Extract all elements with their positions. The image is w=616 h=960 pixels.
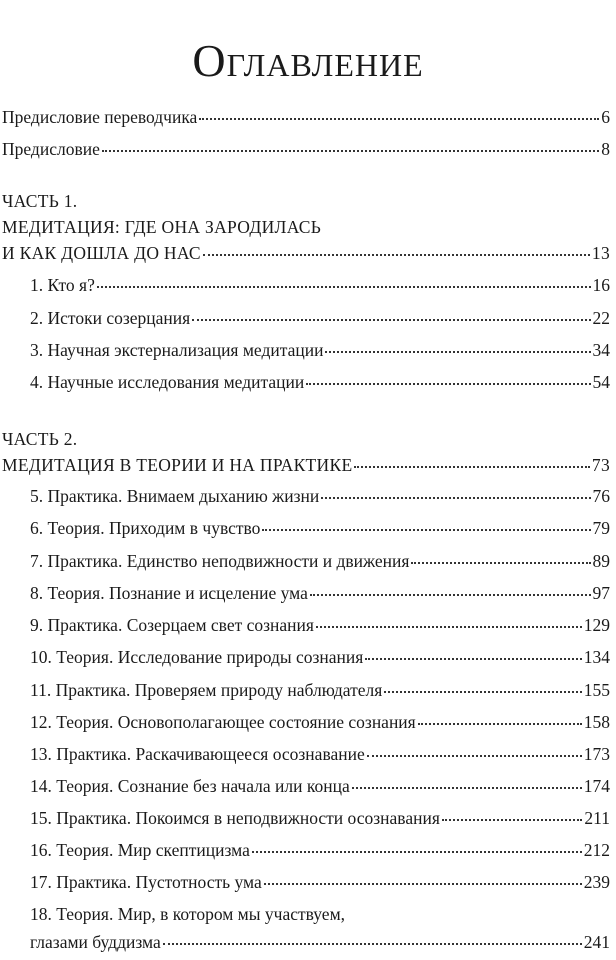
toc-page-number: 6 — [601, 107, 610, 127]
dot-leader — [418, 722, 582, 725]
toc-entry-title: 9. Практика. Созерцаем свет сознания — [30, 615, 314, 635]
dot-leader — [252, 850, 582, 853]
dot-leader — [316, 625, 582, 628]
toc-entry-chapter[interactable] — [30, 485, 610, 507]
toc-entry-title: 6. Теория. Приходим в чувство — [30, 518, 261, 538]
dot-leader — [365, 657, 581, 660]
dot-leader — [192, 318, 590, 321]
toc-entry-title: 13. Практика. Раскачивающееся осознавание — [30, 744, 365, 764]
toc-entry-title: 10. Теория. Исследование природы сознания — [30, 647, 364, 667]
part-2-title: МЕДИТАЦИЯ В ТЕОРИИ И НА ПРАКТИКЕ — [2, 455, 353, 475]
toc-entry-title: 16. Теория. Мир скептицизма — [30, 840, 250, 860]
toc-page-number: 22 — [592, 308, 610, 328]
toc-page-number: 173 — [583, 744, 610, 764]
toc-entry-title: 4. Научные исследования медитации — [30, 372, 305, 392]
toc-entry-part-1[interactable] — [2, 242, 610, 264]
part-1-title-line2: И КАК ДОШЛА ДО НАС — [2, 243, 201, 263]
toc-entry-chapter[interactable] — [30, 646, 610, 668]
toc-entry-title: 17. Практика. Пустотность ума — [30, 872, 262, 892]
dot-leader — [367, 754, 582, 757]
dot-leader — [262, 528, 590, 531]
toc-entry-chapter[interactable] — [30, 679, 610, 701]
toc-entry-translator-preface[interactable] — [2, 106, 610, 128]
toc-page-number: 73 — [591, 455, 610, 475]
dot-leader — [102, 149, 599, 152]
toc-entry-title: Предисловие — [2, 139, 100, 159]
toc-page-number: 158 — [583, 712, 610, 732]
toc-entry-title-line2: глазами буддизма — [30, 932, 161, 952]
toc-entry-title: 5. Практика. Внимаем дыханию жизни — [30, 486, 320, 506]
dot-leader — [442, 818, 583, 821]
toc-entry-chapter[interactable] — [30, 517, 610, 539]
toc-entry-chapter[interactable] — [30, 614, 610, 636]
dot-leader — [310, 593, 591, 596]
toc-page-number: 54 — [592, 372, 610, 392]
toc-page-number: 16 — [592, 275, 610, 295]
toc-page-number: 241 — [583, 932, 610, 952]
dot-leader — [163, 942, 582, 945]
dot-leader — [264, 882, 582, 885]
toc-page-number: 129 — [583, 615, 610, 635]
toc-entry-title: 1. Кто я? — [30, 275, 95, 295]
toc-page-number: 97 — [592, 583, 610, 603]
toc-entry-chapter[interactable] — [30, 307, 610, 329]
toc-entry-chapter[interactable] — [30, 871, 610, 893]
toc-entry-chapter[interactable] — [30, 743, 610, 765]
toc-entry-title: 7. Практика. Единство неподвижности и движения — [30, 551, 410, 571]
toc-page-number: 89 — [592, 551, 610, 571]
toc-entry-title: 14. Теория. Сознание без начала или конца — [30, 776, 350, 796]
toc-entry-chapter[interactable] — [30, 807, 610, 829]
dot-leader — [325, 350, 590, 353]
toc-page-number: 174 — [583, 776, 610, 796]
toc-entry-chapter[interactable] — [30, 371, 610, 393]
toc-entry-title: 8. Теория. Познание и исцеление ума — [30, 583, 308, 603]
dot-leader — [354, 465, 589, 468]
part-1-title-line1: МЕДИТАЦИЯ: ГДЕ ОНА ЗАРОДИЛАСЬ — [2, 217, 322, 237]
toc-entry-title-line1: 18. Теория. Мир, в котором мы участвуем, — [30, 904, 346, 924]
toc-entry-preface[interactable] — [2, 138, 610, 160]
toc-entry-chapter[interactable] — [30, 775, 610, 797]
toc-entry-chapter[interactable] — [30, 582, 610, 604]
page-title: Оглавление — [192, 34, 424, 86]
toc-page-number: 155 — [583, 680, 610, 700]
toc-entry-chapter[interactable] — [30, 711, 610, 733]
toc-entry-chapter[interactable] — [30, 931, 610, 953]
toc-entry-chapter[interactable] — [30, 550, 610, 572]
toc-entry-title: 12. Теория. Основополагающее состояние сознания — [30, 712, 416, 732]
toc-entry-title: 2. Истоки созерцания — [30, 308, 191, 328]
toc-entry-title: 15. Практика. Покоимся в неподвижности осознавания — [30, 808, 440, 828]
dot-leader — [306, 382, 590, 385]
dot-leader — [411, 561, 590, 564]
toc-entry-title: Предисловие переводчика — [2, 107, 198, 127]
dot-leader — [384, 690, 581, 693]
part-1-heading: ЧАСТЬ 1. — [2, 191, 78, 211]
toc-entry-chapter[interactable] — [30, 274, 610, 296]
toc-entry-chapter[interactable] — [30, 839, 610, 861]
toc-page-number: 211 — [584, 808, 610, 828]
toc-page-number: 8 — [601, 139, 610, 159]
dot-leader — [352, 786, 582, 789]
toc-entry-chapter[interactable] — [30, 339, 610, 361]
toc-page-number: 76 — [592, 486, 610, 506]
dot-leader — [321, 496, 590, 499]
toc-entry-part-2[interactable] — [2, 454, 610, 476]
toc-page-number: 13 — [591, 243, 610, 263]
toc-page-number: 79 — [592, 518, 610, 538]
dot-leader — [97, 285, 591, 288]
part-2-heading: ЧАСТЬ 2. — [2, 429, 78, 449]
toc-page-number: 239 — [583, 872, 610, 892]
toc-entry-title: 3. Научная экстернализация медитации — [30, 340, 324, 360]
dot-leader — [203, 253, 590, 256]
toc-entry-title: 11. Практика. Проверяем природу наблюдателя — [30, 680, 383, 700]
toc-page-number: 212 — [583, 840, 610, 860]
toc-page-number: 134 — [583, 647, 610, 667]
dot-leader — [199, 117, 599, 120]
toc-page-number: 34 — [592, 340, 610, 360]
